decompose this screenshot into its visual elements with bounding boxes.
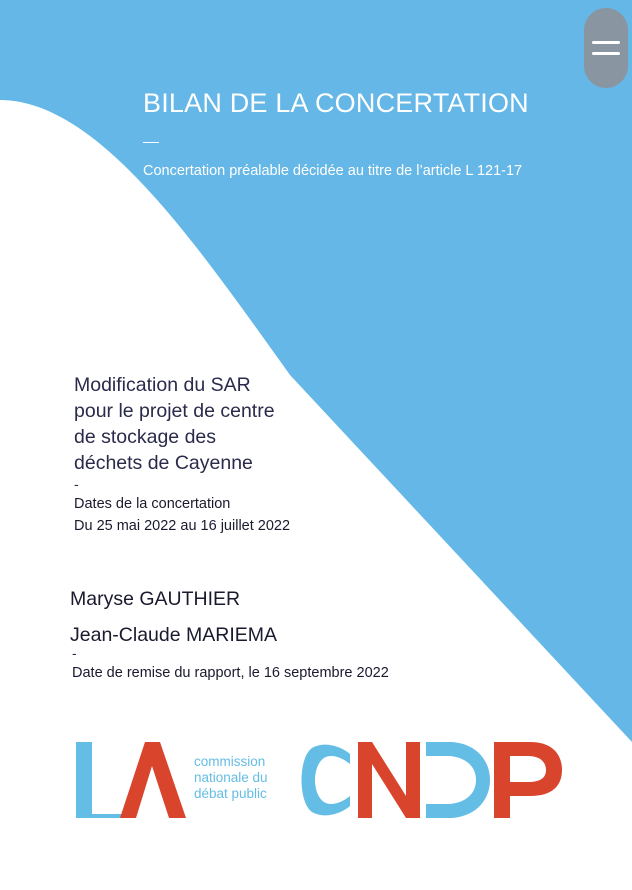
project-title-line: de stockage des xyxy=(74,426,217,448)
title-divider xyxy=(143,142,159,143)
logo-letter-a xyxy=(120,742,186,818)
logo-letter-d xyxy=(426,742,490,818)
project-title-line: Modification du SAR xyxy=(74,374,251,396)
logo-letter-c xyxy=(302,745,351,816)
guarantor-name: Jean-Claude MARIEMA xyxy=(70,624,277,646)
project-title xyxy=(74,372,334,476)
logo-letter-p xyxy=(494,742,562,818)
cndp-logo xyxy=(0,730,632,830)
project-title-line: pour le projet de centre xyxy=(74,400,275,422)
logo-caption xyxy=(194,754,268,802)
report-date: Date de remise du rapport, le 16 septembre 2022 xyxy=(72,665,389,681)
dates-range: Du 25 mai 2022 au 16 juillet 2022 xyxy=(74,518,291,534)
logo-letter-l xyxy=(76,742,124,818)
project-title-line: déchets de Cayenne xyxy=(74,452,253,474)
menu-button[interactable] xyxy=(584,8,628,88)
document-title: BILAN DE LA CONCERTATION xyxy=(143,88,529,118)
dates-label: Dates de la concertation xyxy=(74,496,231,512)
logo-caption-line: nationale du xyxy=(194,770,268,785)
hamburger-icon xyxy=(592,41,620,44)
separator-dash: - xyxy=(72,645,77,661)
logo-caption-line: commission xyxy=(194,754,266,769)
guarantor-name: Maryse GAUTHIER xyxy=(70,588,241,610)
logo-caption-line: débat public xyxy=(194,786,267,801)
document-subtitle: Concertation préalable décidée au titre de l’article L 121-17 xyxy=(143,163,523,179)
separator-dash: - xyxy=(74,476,79,492)
logo-letter-n xyxy=(358,742,420,818)
hamburger-icon-bar xyxy=(592,52,620,55)
